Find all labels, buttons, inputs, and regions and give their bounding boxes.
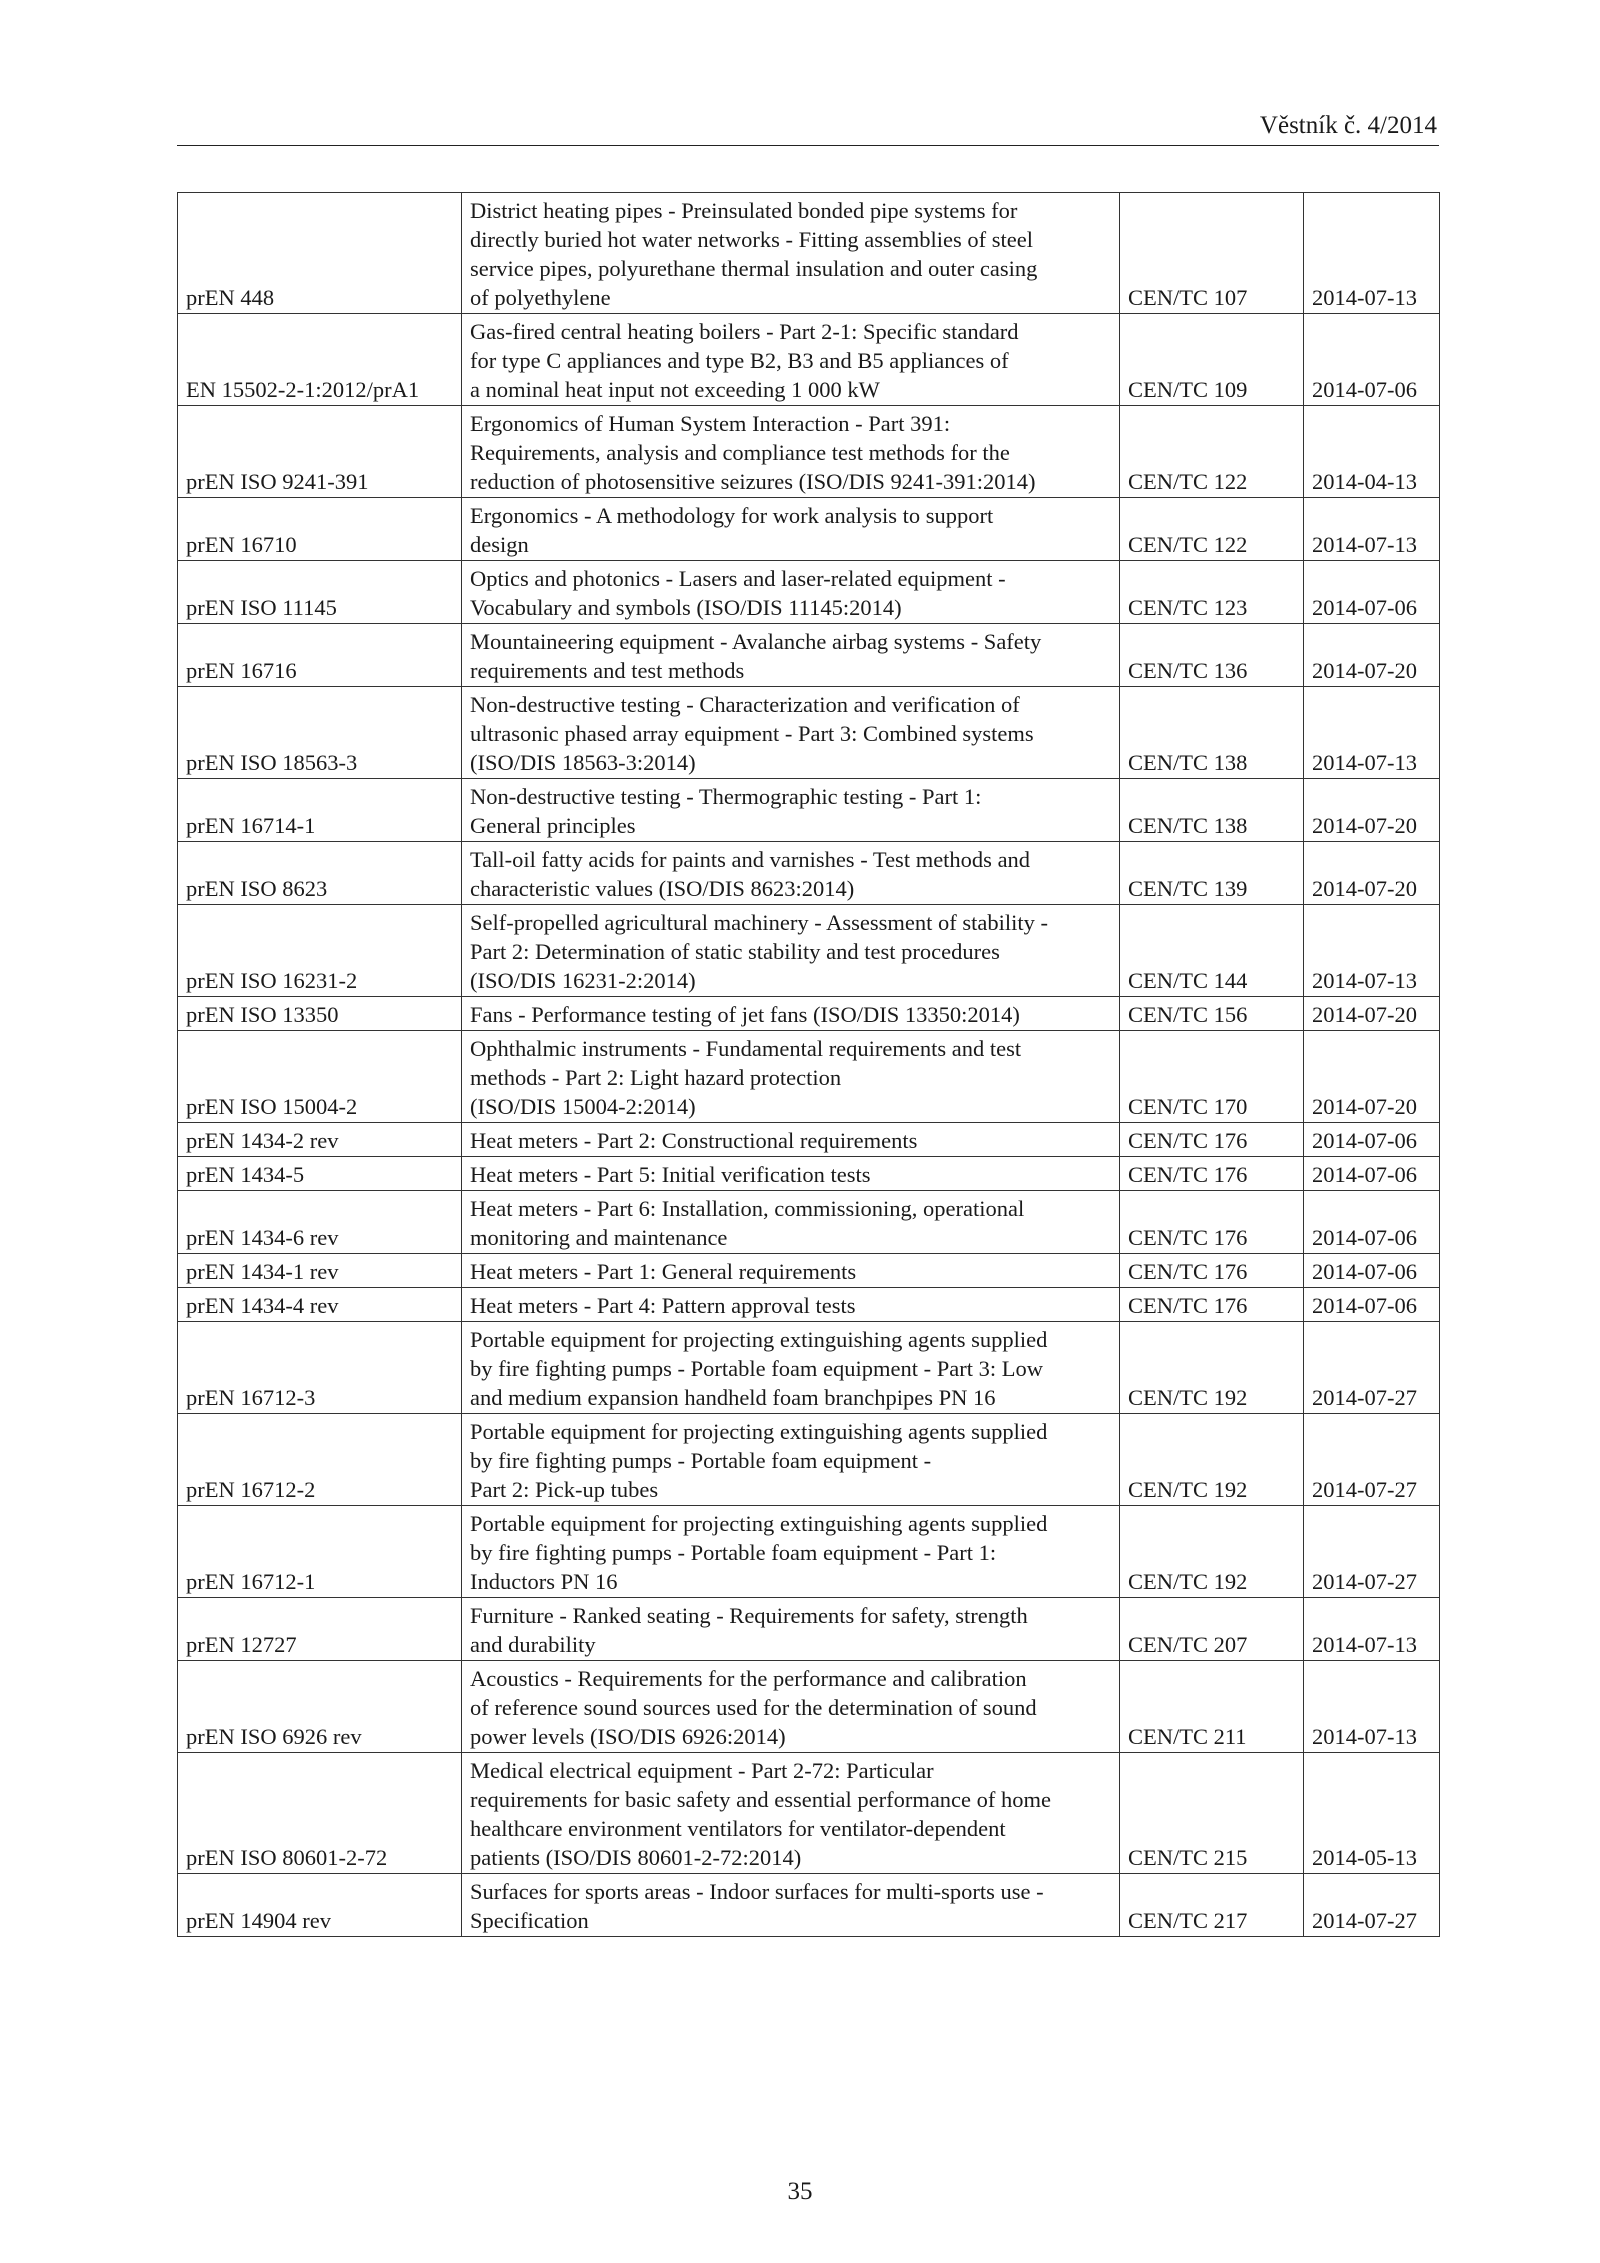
standard-code-cell: prEN 16712-1 — [178, 1506, 462, 1598]
standard-code-cell: prEN ISO 11145 — [178, 561, 462, 624]
committee-cell: CEN/TC 107 — [1120, 193, 1304, 314]
standard-code-cell: prEN ISO 6926 rev — [178, 1661, 462, 1753]
standard-title-cell: Fans - Performance testing of jet fans (ISO/DIS 13350:2014) — [462, 997, 1120, 1031]
committee-cell: CEN/TC 176 — [1120, 1191, 1304, 1254]
table-row — [178, 842, 1440, 905]
date-cell: 2014-07-06 — [1304, 1157, 1440, 1191]
standard-code-cell: prEN 1434-6 rev — [178, 1191, 462, 1254]
standard-title-cell: District heating pipes - Preinsulated bonded pipe systems for directly buried hot water networks - Fitting assemblies of steel service pipes, polyurethane thermal insulation and outer casing of polyethylene — [462, 193, 1120, 314]
standard-code-cell: prEN 14904 rev — [178, 1874, 462, 1937]
standard-title-cell: Acoustics - Requirements for the performance and calibration of reference sound sources used for the determination of sound power levels (ISO/DIS 6926:2014) — [462, 1661, 1120, 1753]
standard-title-cell: Ophthalmic instruments - Fundamental requirements and test methods - Part 2: Light hazard protection (ISO/DIS 15004-2:2014) — [462, 1031, 1120, 1123]
standard-code-cell: prEN 1434-5 — [178, 1157, 462, 1191]
standard-title-cell: Tall-oil fatty acids for paints and varnishes - Test methods and characteristic values (ISO/DIS 8623:2014) — [462, 842, 1120, 905]
date-cell: 2014-07-06 — [1304, 1288, 1440, 1322]
standard-code-cell: prEN 16712-3 — [178, 1322, 462, 1414]
standard-title-cell: Ergonomics - A methodology for work analysis to support design — [462, 498, 1120, 561]
table-row — [178, 1254, 1440, 1288]
table-row — [178, 624, 1440, 687]
committee-cell: CEN/TC 192 — [1120, 1506, 1304, 1598]
standard-code-cell: prEN ISO 8623 — [178, 842, 462, 905]
standards-table — [177, 192, 1440, 1937]
date-cell: 2014-07-27 — [1304, 1874, 1440, 1937]
date-cell: 2014-07-27 — [1304, 1506, 1440, 1598]
standard-code-cell: prEN 1434-1 rev — [178, 1254, 462, 1288]
date-cell: 2014-07-06 — [1304, 1123, 1440, 1157]
standard-code-cell: prEN 16714-1 — [178, 779, 462, 842]
table-row — [178, 1753, 1440, 1874]
standard-title-cell: Heat meters - Part 4: Pattern approval tests — [462, 1288, 1120, 1322]
committee-cell: CEN/TC 144 — [1120, 905, 1304, 997]
table-row — [178, 1506, 1440, 1598]
standard-title-cell: Furniture - Ranked seating - Requirements for safety, strength and durability — [462, 1598, 1120, 1661]
committee-cell: CEN/TC 176 — [1120, 1254, 1304, 1288]
table-row — [178, 1874, 1440, 1937]
standard-code-cell: prEN 448 — [178, 193, 462, 314]
table-row — [178, 687, 1440, 779]
standard-title-cell: Self-propelled agricultural machinery - Assessment of stability - Part 2: Determination of static stability and test procedures (ISO/DIS 16231-2:2014) — [462, 905, 1120, 997]
standard-code-cell: prEN ISO 15004-2 — [178, 1031, 462, 1123]
committee-cell: CEN/TC 138 — [1120, 687, 1304, 779]
standard-title-cell: Heat meters - Part 2: Constructional requirements — [462, 1123, 1120, 1157]
standard-code-cell: prEN ISO 9241-391 — [178, 406, 462, 498]
standard-title-cell: Mountaineering equipment - Avalanche airbag systems - Safety requirements and test methods — [462, 624, 1120, 687]
committee-cell: CEN/TC 109 — [1120, 314, 1304, 406]
date-cell: 2014-07-06 — [1304, 1254, 1440, 1288]
table-row — [178, 1288, 1440, 1322]
standard-title-cell: Ergonomics of Human System Interaction - Part 391: Requirements, analysis and compliance test methods for the reduction of photosensitive seizures (ISO/DIS 9241-391:2014) — [462, 406, 1120, 498]
committee-cell: CEN/TC 207 — [1120, 1598, 1304, 1661]
table-row — [178, 1123, 1440, 1157]
table-row — [178, 193, 1440, 314]
bulletin-issue: Věstník č. 4/2014 — [1259, 112, 1437, 139]
date-cell: 2014-07-13 — [1304, 905, 1440, 997]
table-row — [178, 561, 1440, 624]
date-cell: 2014-05-13 — [1304, 1753, 1440, 1874]
date-cell: 2014-07-13 — [1304, 498, 1440, 561]
standard-code-cell: prEN 12727 — [178, 1598, 462, 1661]
committee-cell: CEN/TC 136 — [1120, 624, 1304, 687]
table-row — [178, 779, 1440, 842]
standard-title-cell: Portable equipment for projecting extinguishing agents supplied by fire fighting pumps - Portable foam equipment - Part 3: Low and medium expansion handheld foam branchpipes PN 16 — [462, 1322, 1120, 1414]
date-cell: 2014-07-20 — [1304, 779, 1440, 842]
date-cell: 2014-04-13 — [1304, 406, 1440, 498]
table-row — [178, 406, 1440, 498]
standard-title-cell: Heat meters - Part 1: General requirements — [462, 1254, 1120, 1288]
date-cell: 2014-07-20 — [1304, 997, 1440, 1031]
committee-cell: CEN/TC 215 — [1120, 1753, 1304, 1874]
table-row — [178, 1414, 1440, 1506]
date-cell: 2014-07-27 — [1304, 1414, 1440, 1506]
date-cell: 2014-07-13 — [1304, 687, 1440, 779]
date-cell: 2014-07-20 — [1304, 624, 1440, 687]
standard-code-cell: prEN 16716 — [178, 624, 462, 687]
date-cell: 2014-07-06 — [1304, 1191, 1440, 1254]
standard-title-cell: Non-destructive testing - Characterization and verification of ultrasonic phased array equipment - Part 3: Combined systems (ISO/DIS 18563-3:2014) — [462, 687, 1120, 779]
committee-cell: CEN/TC 156 — [1120, 997, 1304, 1031]
date-cell: 2014-07-20 — [1304, 1031, 1440, 1123]
standard-code-cell: prEN ISO 13350 — [178, 997, 462, 1031]
standard-code-cell: prEN ISO 80601-2-72 — [178, 1753, 462, 1874]
standard-title-cell: Non-destructive testing - Thermographic testing - Part 1: General principles — [462, 779, 1120, 842]
table-row — [178, 314, 1440, 406]
standard-code-cell: prEN ISO 18563-3 — [178, 687, 462, 779]
standard-title-cell: Surfaces for sports areas - Indoor surfaces for multi-sports use - Specification — [462, 1874, 1120, 1937]
committee-cell: CEN/TC 170 — [1120, 1031, 1304, 1123]
date-cell: 2014-07-20 — [1304, 842, 1440, 905]
committee-cell: CEN/TC 176 — [1120, 1157, 1304, 1191]
standard-code-cell: EN 15502-2-1:2012/prA1 — [178, 314, 462, 406]
committee-cell: CEN/TC 138 — [1120, 779, 1304, 842]
committee-cell: CEN/TC 176 — [1120, 1288, 1304, 1322]
table-row — [178, 997, 1440, 1031]
standard-code-cell: prEN 1434-4 rev — [178, 1288, 462, 1322]
standard-title-cell: Heat meters - Part 5: Initial verification tests — [462, 1157, 1120, 1191]
date-cell: 2014-07-13 — [1304, 1661, 1440, 1753]
standard-code-cell: prEN 16712-2 — [178, 1414, 462, 1506]
date-cell: 2014-07-13 — [1304, 193, 1440, 314]
committee-cell: CEN/TC 139 — [1120, 842, 1304, 905]
table-row — [178, 498, 1440, 561]
standard-title-cell: Optics and photonics - Lasers and laser-related equipment - Vocabulary and symbols (ISO/DIS 11145:2014) — [462, 561, 1120, 624]
committee-cell: CEN/TC 192 — [1120, 1322, 1304, 1414]
standard-title-cell: Gas-fired central heating boilers - Part 2-1: Specific standard for type C appliances and type B2, B3 and B5 appliances of a nominal heat input not exceeding 1 000 kW — [462, 314, 1120, 406]
committee-cell: CEN/TC 176 — [1120, 1123, 1304, 1157]
table-row — [178, 1031, 1440, 1123]
date-cell: 2014-07-06 — [1304, 561, 1440, 624]
standard-title-cell: Portable equipment for projecting extinguishing agents supplied by fire fighting pumps - Portable foam equipment - Part 2: Pick-up tubes — [462, 1414, 1120, 1506]
date-cell: 2014-07-06 — [1304, 314, 1440, 406]
table-row — [178, 1661, 1440, 1753]
table-row — [178, 1191, 1440, 1254]
standard-title-cell: Heat meters - Part 6: Installation, commissioning, operational monitoring and maintenance — [462, 1191, 1120, 1254]
table-row — [178, 905, 1440, 997]
page-header — [177, 108, 1439, 146]
committee-cell: CEN/TC 123 — [1120, 561, 1304, 624]
committee-cell: CEN/TC 122 — [1120, 498, 1304, 561]
committee-cell: CEN/TC 211 — [1120, 1661, 1304, 1753]
date-cell: 2014-07-13 — [1304, 1598, 1440, 1661]
standard-code-cell: prEN 1434-2 rev — [178, 1123, 462, 1157]
committee-cell: CEN/TC 122 — [1120, 406, 1304, 498]
table-row — [178, 1598, 1440, 1661]
standard-code-cell: prEN ISO 16231-2 — [178, 905, 462, 997]
standard-title-cell: Medical electrical equipment - Part 2-72: Particular requirements for basic safety and essential performance of home healthcare environment ventilators for ventilator-dependent patients (ISO/DIS 80601-2-72:2014) — [462, 1753, 1120, 1874]
committee-cell: CEN/TC 192 — [1120, 1414, 1304, 1506]
standard-title-cell: Portable equipment for projecting extinguishing agents supplied by fire fighting pumps - Portable foam equipment - Part 1: Inductors PN 16 — [462, 1506, 1120, 1598]
standard-code-cell: prEN 16710 — [178, 498, 462, 561]
committee-cell: CEN/TC 217 — [1120, 1874, 1304, 1937]
standards-table-body — [178, 193, 1440, 1937]
table-row — [178, 1322, 1440, 1414]
page-number: 35 — [787, 2178, 813, 2205]
date-cell: 2014-07-27 — [1304, 1322, 1440, 1414]
table-row — [178, 1157, 1440, 1191]
